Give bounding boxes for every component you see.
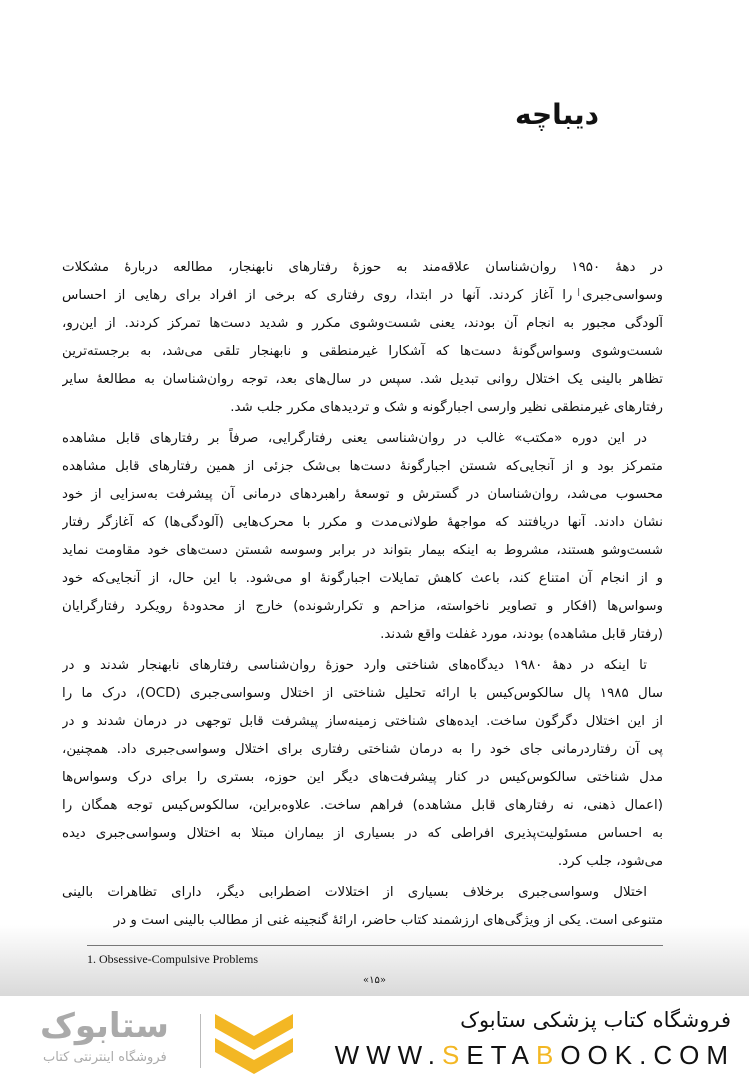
setabook-logo	[35, 1006, 295, 1076]
store-banner	[0, 996, 749, 1079]
text-line: متنوعی است. یکی از ویژگی‌های ارزشمند کتاب حاضر، ارائۀ گنجینه غنی از مطالب بالینی است و در	[113, 913, 663, 928]
text-line: پی آن رفتاردرمانی جای خود را به درمان شناختی رفتاری برای اختلال وسواسی‌جبری داد. همچنین،	[62, 742, 663, 757]
text-line: سال ۱۹۸۵ پال سالکوس‌کیس با ارائه تحلیل شناختی از اختلال وسواسی‌جبری (OCD)، درک ما را	[62, 686, 663, 701]
chevron-logo-icon	[215, 1014, 293, 1074]
logo-wordmark: ستابوک	[40, 1006, 169, 1046]
logo-subtitle: فروشگاه اینترنتی کتاب	[43, 1050, 167, 1065]
logo-divider	[200, 1014, 201, 1068]
page-number: «۱۵»	[363, 975, 386, 986]
text-line: آلودگی مجبور به انجام آن بودند، یعنی شست‌وشوی مکرر و شدید دست‌ها تمرکز کردند. از این‌رو،	[62, 316, 663, 331]
text-line: از این اختلال دگرگون ساخت. ایده‌های شناختی زمینه‌ساز پیشرفت قابل توجهی در درمان شدند و در	[62, 714, 663, 729]
text-line: نشان دادند. آنها دریافتند که مواجهۀ طولانی‌مدت و مکرر با محرک‌هایی (آلودگی‌ها) که آغازگر رفتار	[62, 515, 663, 530]
paragraph	[62, 254, 663, 422]
url-part: ETA	[466, 1040, 536, 1070]
url-part: B	[535, 1040, 561, 1070]
footnote: 1. Obsessive-Compulsive Problems	[87, 952, 258, 966]
paragraph	[62, 652, 663, 876]
text-line: مدل شناختی سالکوس‌کیس در کنار پیشرفت‌های دیگر این حوزه، بستری را برای درک وسواس‌ها	[62, 770, 663, 785]
paragraph	[62, 879, 663, 935]
text-line: شست‌وشوی وسواس‌گونۀ دست‌ها که آشکارا غیرمنطقی و نابهنجار تلقی می‌شد، به برجسته‌ترین	[62, 344, 663, 359]
text-line: در دهۀ ۱۹۵۰ روان‌شناسان علاقه‌مند به حوزۀ رفتارهای نابهنجار، مطالعه دربارۀ مشکلات	[62, 260, 663, 275]
text-line: به احساس مسئولیت‌پذیری افراطی که در بسیاری از بیماران مبتلا به اختلال وسواسی‌جبری دیده	[62, 826, 663, 841]
text-line: اختلال وسواسی‌جبری برخلاف بسیاری از اختلالات اضطرابی دیگر، دارای تظاهرات بالینی	[62, 885, 647, 900]
text-line: محسوب می‌شد، روان‌شناسان در گسترش و توسعۀ راهبردهای درمانی آن پیشرفت به‌سزایی از خود	[62, 487, 663, 502]
text-line: رفتارهای غیرمنطقی نظیر وارسی اجبارگونه و شک و تردیدهای مکرر جلب شد.	[230, 400, 663, 415]
paragraph	[62, 425, 663, 649]
page-title: دیباچه	[515, 98, 599, 131]
url-part: WWW.	[334, 1040, 442, 1070]
text-line: تا اینکه در دهۀ ۱۹۸۰ دیدگاه‌های شناختی وارد حوزۀ روان‌شناسی رفتارهای نابهنجار شدند و در	[62, 658, 647, 673]
footnote-marker: |	[577, 286, 581, 296]
footnote-divider	[87, 945, 663, 946]
text-line: در این دوره «مکتب» غالب در روان‌شناسی یعنی رفتارگرایی، صرفاً بر رفتارهای قابل مشاهده	[62, 431, 647, 446]
text-line: شست‌وشو هستند، مشروط به اینکه بیمار بتواند در برابر وسوسه شستن دست‌های خود مقاومت نماید	[62, 543, 663, 558]
text-line: متمرکز بود و از آنجایی‌که شستن اجبارگونۀ دست‌ها بی‌شک جزئی از همین رفتارهای قابل مشاهده	[62, 459, 663, 474]
text-line: (رفتار قابل مشاهده) بودند، مورد غفلت واقع شدند.	[380, 627, 663, 642]
url-part: OOK.COM	[560, 1040, 735, 1070]
text-line: (اعمال ذهنی، نه رفتارهای قابل مشاهده) فراهم ساخت. علاوه‌براین، سالکوس‌کیس توجه همگان را	[62, 798, 663, 813]
page-body	[62, 254, 663, 938]
text-line: تظاهر بالینی یک اختلال روانی تبدیل شد. سپس در سال‌های بعد، توجه روان‌شناسان به مطالعۀ سایر	[62, 372, 663, 387]
shop-name: فروشگاه کتاب پزشکی ستابوک	[460, 1008, 731, 1032]
url-part: S	[442, 1040, 467, 1070]
text-line: وسواسی‌جبری|را آغاز کردند. آنها در ابتدا، روی رفتاری که برخی از افراد برای رهایی از احساس	[62, 286, 663, 303]
text-line: می‌شود، جلب کرد.	[557, 854, 663, 869]
shop-url[interactable]	[335, 1040, 735, 1071]
text-line: و از انجام آن امتناع کند، باعث کاهش تمایلات اجبارگونۀ او می‌شود. با این حال، از آنجایی‌که خود	[62, 571, 663, 586]
text-line: وسواس‌ها (افکار و تصاویر ناخواسته، مزاحم و تکرارشونده) خارج از محدودۀ رویکرد رفتارگرایان	[62, 599, 663, 614]
